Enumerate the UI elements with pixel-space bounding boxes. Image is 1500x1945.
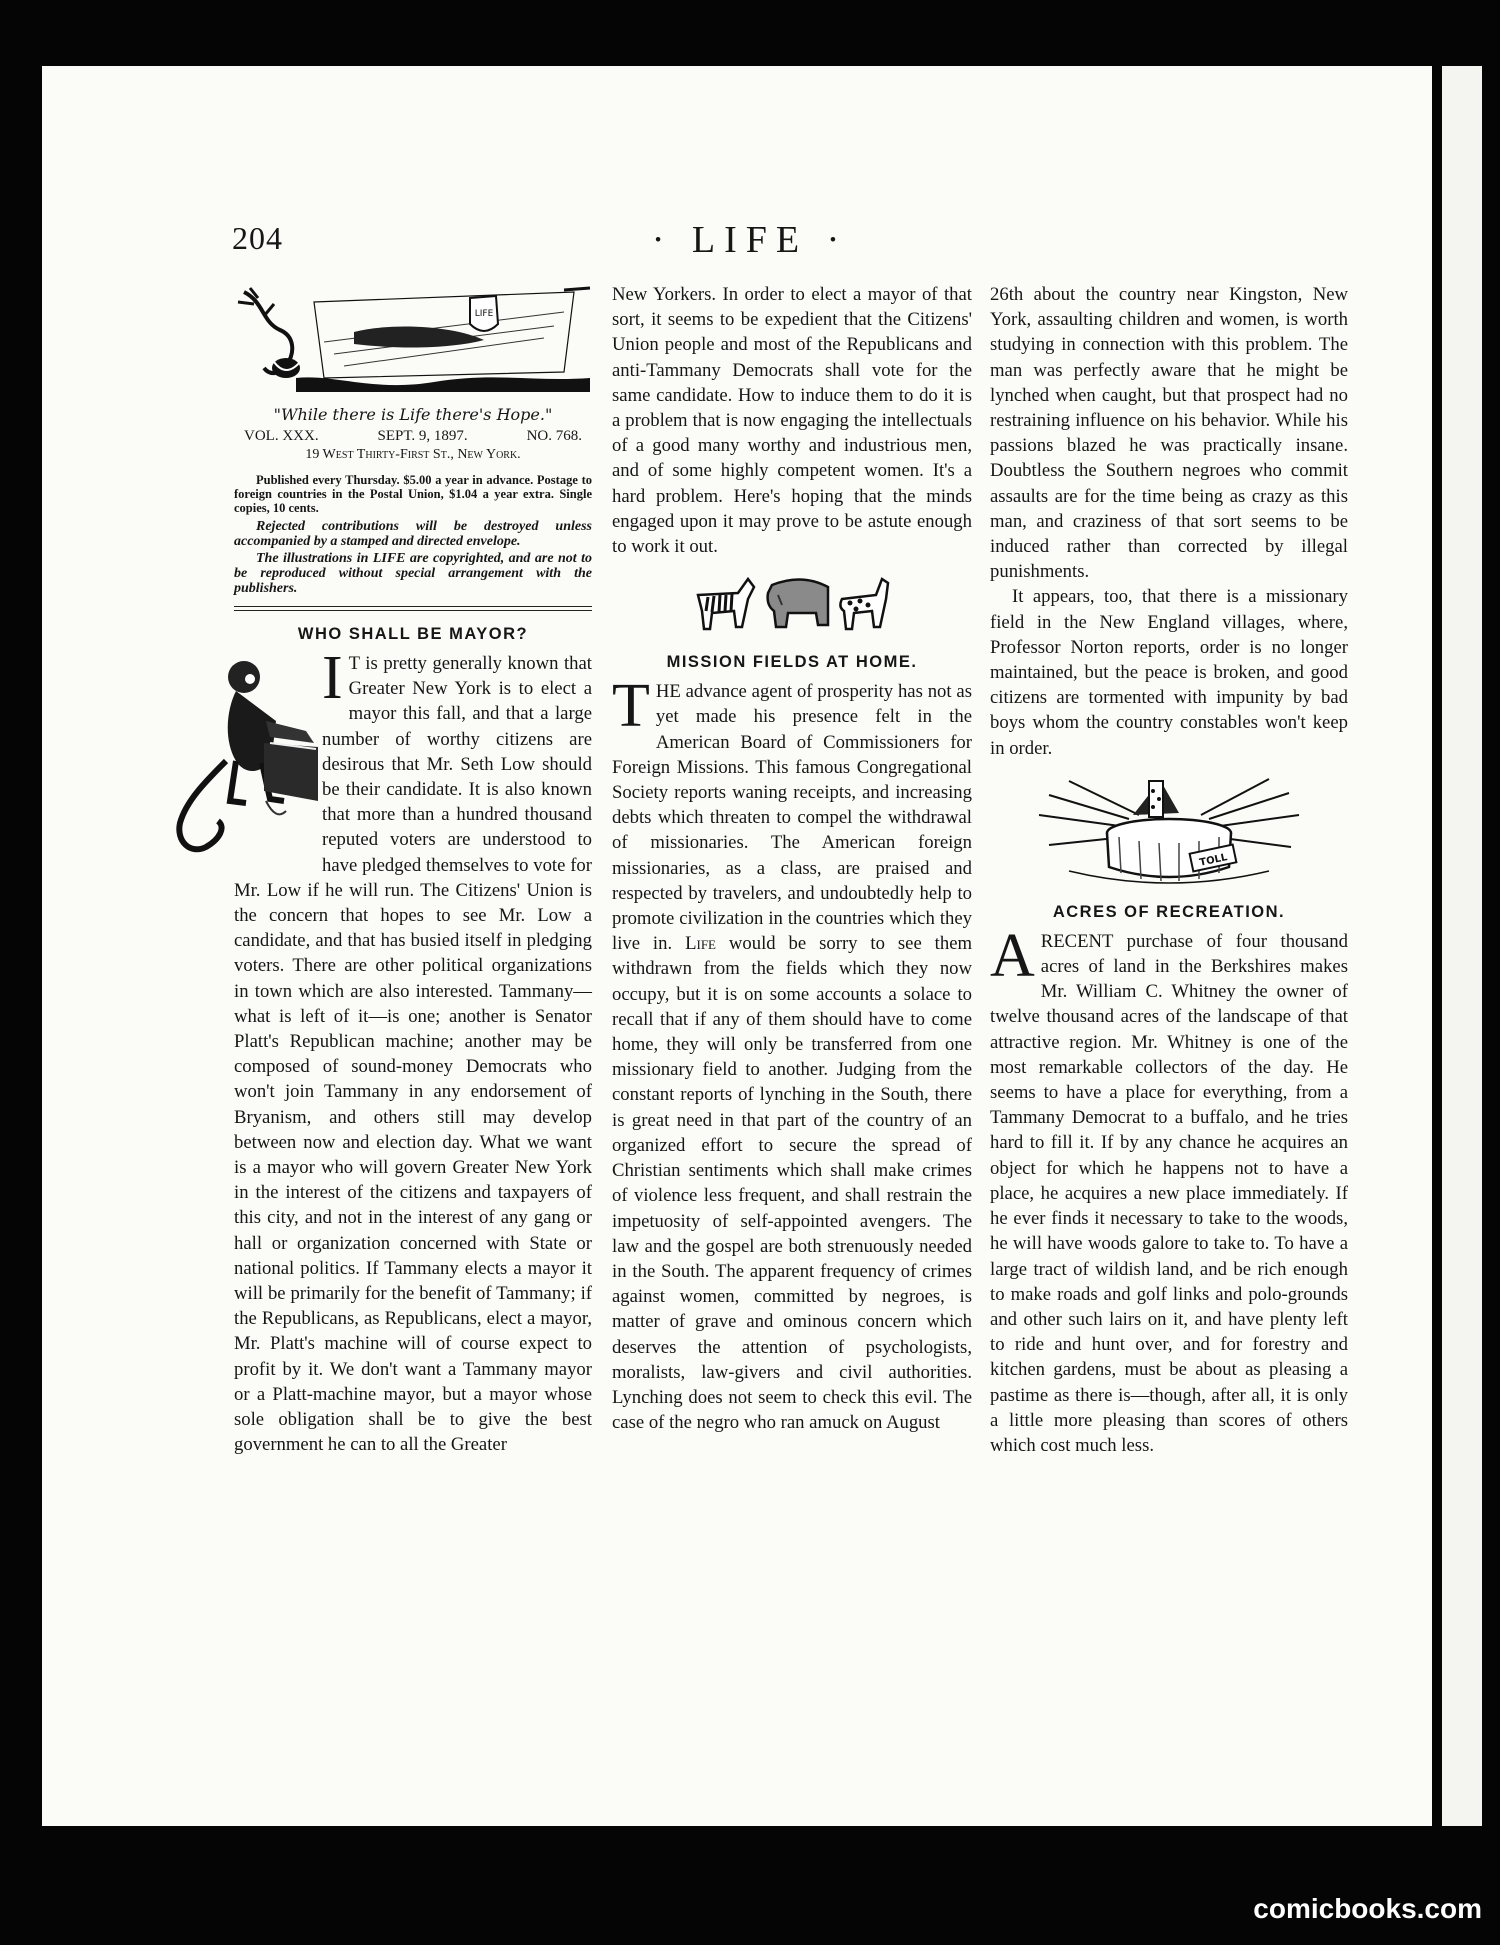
article-mission-continuation-2: It appears, too, that there is a missionary field in the New England villages, where, Professor Norton reports, order is no longer maintained, but the peace is broken, and good citizens are tormented with impunity by bad boys whom the country constables won't keep in order. xyxy=(990,586,1348,759)
article-recreation-text: RECENT purchase of four thousand acres of land in the Berkshires makes Mr. William C. Whitney the owner of twelve thousand acres of the landscape of that attractive region. Mr. Whitney is one of the most remarkable collectors of the day. He seems to have a place for everything, from a Tammany Democrat to a buffalo, and he tries hard to fill it. If by any chance he acquires an object for which he happens not to have a place, he acquires a new place immediately. If he ever finds it necessary to take to the woods, he will have woods galore to take to. To have a large tract of wildish land, and be rich enough to make roads and golf links and polo-grounds and other such lairs on it, and have plenty left to ride and hunt over, and for forestry and kitchen gardens, must be about as pleasing a pastime as there is—though, after all, it is only a little more pleasing than scores of others which cost much less. xyxy=(990,930,1348,1456)
tiger-icon xyxy=(698,579,754,629)
monkey-at-desk-illustration xyxy=(166,651,318,869)
drum-illustration xyxy=(1029,775,1309,893)
dropcap-a: A xyxy=(990,921,1035,990)
article-heading-mayor: WHO SHALL BE MAYOR? xyxy=(297,625,529,643)
article-mission-text-a: HE advance agent of prosperity has not as yet made his presence felt in the American Board of Commissioners for Foreign Missions. This famous Congregational Society reports waning receipts, and increasing debts which threaten to compel the withdrawal of missionaries. The American foreign missionaries, as a class, are praised and respected by travelers, and undoubtedly help to promote civilization in the countries which they live in. xyxy=(612,681,972,955)
animals-illustration xyxy=(692,565,892,643)
banner-emblem-text: LIFE xyxy=(474,309,494,319)
watermark: comicbooks.com xyxy=(1253,1893,1482,1924)
volume-number: VOL. XXX. xyxy=(244,428,319,444)
donkey-icon xyxy=(840,579,888,629)
copyright-note: The illustrations in LIFE are copyrighted, and are not to be reproduced without special arrangement with the publishers. xyxy=(234,551,592,596)
issue-date: SEPT. 9, 1897. xyxy=(377,428,468,444)
article-mission-continuation: 26th about the country near Kingston, New York, assaulting children and women, is worth studying in connection with this problem. The man was perfectly aware that he might be lynched when caught, but that prospect had no restraining influence on his behavior. While his passions blazed he was practically insane. Doubtless the Southern negroes who commit assaults are for the time being as crazy as this man, and craziness of that sort seems to be induced rather than corrected by illegal punishments. xyxy=(990,284,1348,583)
rejected-contributions-note: Rejected contributions will be destroyed unless accompanied by a stamped and directed envelope. xyxy=(234,519,592,549)
volume-line xyxy=(234,426,592,446)
divider-rule xyxy=(234,606,592,611)
dropcap-t: T xyxy=(612,672,650,741)
article-mayor-text: T is pretty generally known that Greater New York is to elect a mayor this fall, and that a large number of worthy citizens are desirous that Mr. Seth Low should be their candidate. It is also known that more than a hundred thousand reputed voters are understood to have pledged themselves to vote for Mr. Low if he will run. The Citizens' Union is the concern that hopes to see Mr. Low a candidate, and that has busied itself in pledging voters. There are other political organizations in town which are also interested. Tammany—what is left of it—is one; another is Senator Platt's Republican machine; another may be composed of sound-money Democrats who won't join Tammany in any endorsement of Bryanism, and others still may develop between now and election day. What we want is a mayor who will govern Greater New York in the interest of the citizens and taxpayers of this city, and not in the interest of any gang or hall or organization concerned with State or national politics. If Tammany elects a mayor it will be primarily for the benefit of Tammany; if the Republicans, as Republicans, elect a mayor, Mr. Platt's machine will of course expect to profit by it. We don't want a Tammany mayor or a Platt-machine mayor, but a mayor whose sole obligation shall be to give the best government he can to all the Greater xyxy=(234,653,592,1456)
facing-page-edge xyxy=(1442,66,1482,1826)
life-word: Life xyxy=(685,933,716,955)
article-mayor-continuation: New Yorkers. In order to elect a mayor of that sort, it seems to be expedient that the Citizens' Union people and most of the Republicans and anti-Tammany Democrats shall vote for the same candidate. How to induce them to do it is a problem that is now engaging the intellectuals of a good many worthy and industrious men, and of some highly competent women. It's a hard problem. Here's hoping that the minds engaged upon it may prove to be astute enough to work it out. xyxy=(612,284,972,558)
publisher-address: 19 West Thirty-First St., New York. xyxy=(305,447,521,462)
column-1 xyxy=(234,282,592,1458)
editorial-banner-illustration xyxy=(234,282,592,400)
page-number: 204 xyxy=(232,220,283,256)
masthead-title: · LIFE · xyxy=(651,219,849,261)
elephant-icon xyxy=(768,580,828,628)
column-2 xyxy=(612,282,972,1435)
dropcap-i: I xyxy=(322,644,343,712)
issue-number: NO. 768. xyxy=(526,428,582,444)
article-heading-recreation: ACRES OF RECREATION. xyxy=(1052,902,1286,921)
column-3 xyxy=(990,282,1348,1458)
drum-label: TOLL xyxy=(1198,852,1229,869)
motto: "While there is Life there's Hope." xyxy=(273,405,553,424)
article-mission-text-b: would be sorry to see them withdrawn from the fields which they now occupy, but it is on some accounts a solace to recall that if any of them should have to come home, they will only be transferred from one missionary field to another. Judging from the constant reports of lynching in the South, there is great need in that part of the country of an organized effort to secure the spread of Christian sentiments which shall make crimes of violence less frequent, and shall restrain the impetuosity of self-appointed avengers. The law and the gospel are both strenuously needed in the South. The apparent frequency of crimes against women, committed by negroes, is matter of grave and ominous concern which deserves the attention of psychologists, moralists, law-givers and civil authorities. Lynching does not seem to check this evil. The case of the negro who ran amuck on August xyxy=(612,933,973,1434)
publication-terms: Published every Thursday. $5.00 a year in advance. Postage to foreign countries in the Postal Union, $1.04 a year extra. Single copies, 10 cents. xyxy=(234,473,592,515)
article-heading-mission: MISSION FIELDS AT HOME. xyxy=(666,653,918,672)
